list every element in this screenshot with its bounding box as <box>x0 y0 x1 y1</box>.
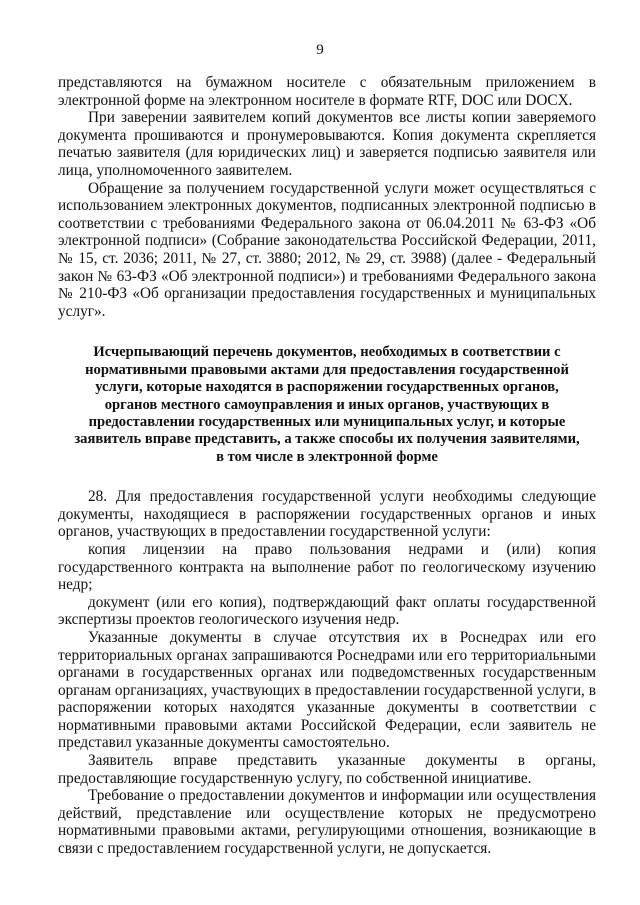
paragraph: Требование о предоставлении документов и информации или осуществления действий, представление или осуществление которых не предусмотрено нормативными правовыми актами, регулирующими отношения, возникающие в связи с предоставлением государственной услуги, не допускается. <box>58 787 596 858</box>
heading-line: в том числе в электронной форме <box>216 448 438 465</box>
bottom-paragraphs <box>58 488 596 857</box>
paragraph: копия лицензии на право пользования недрами и (или) копия государственного контракта на выполнение работ по геологическому изучению недр; <box>58 540 596 594</box>
paragraph: документ (или его копия), подтверждающий факт оплаты государственной экспертизы проектов геологического изучения недр. <box>58 593 596 629</box>
heading-line: органов местного самоуправления и иных органов, участвующих в <box>104 396 550 413</box>
top-paragraphs <box>58 74 596 320</box>
paragraph: 28. Для предоставления государственной услуги необходимы следующие документы, находящиеся в распоряжении государственных органов и иных органов, участвующих в предоставлении государственной услуги: <box>58 488 596 541</box>
page-number: 9 <box>316 42 324 58</box>
document-body <box>58 74 596 858</box>
heading-line: Исчерпывающий перечень документов, необходимых в соответствии с <box>93 344 561 361</box>
heading-line: предоставлении государственных или муниципальных услуг, и которые <box>88 413 566 430</box>
heading-line: нормативными правовыми актами для предоставления государственной <box>85 361 569 378</box>
paragraph: представляются на бумажном носителе с обязательным приложением в электронной форме на электронном носителе в формате RTF, DOC или DOCX. <box>58 74 596 109</box>
heading-line: заявитель вправе представить, а также способы их получения заявителями, <box>74 431 580 448</box>
paragraph: При заверении заявителем копий документов все листы копии заверяемого документа прошиваются и пронумеровываются. Копия документа скрепляется печатью заявителя (для юридических лиц) и заверяется подписью заявителя или лица, уполномоченного заявителем. <box>58 109 596 179</box>
paragraph: Указанные документы в случае отсутствия их в Роснедрах или его территориальных органах запрашиваются Роснедрами или его территориальными органами в государственных органах или подведомственных государственным органам организациях, участвующих в предоставлении государственной услуги, в распоряжении которых находятся указанные документы в соответствии с нормативными правовыми актами Российской Федерации, если заявитель не представил указанные документы самостоятельно. <box>58 628 596 752</box>
heading-line: услуги, которые находятся в распоряжении государственных органов, <box>95 379 559 396</box>
paragraph: Обращение за получением государственной услуги может осуществляться с использованием электронных документов, подписанных электронной подписью в соответствии с требованиями Федерального закона от 06.04.2011 № 63-ФЗ «Об электронной подписи» (Собрание законодательства Российской Федерации, 2011, № 15, ст. 2036; 2011, № 27, ст. 3880; 2012, № 29, ст. 3988) (далее - Федеральный закон № 63-ФЗ «Об электронной подписи») и требованиями Федерального закона № 210-ФЗ «Об организации предоставления государственных и муниципальных услуг». <box>58 179 596 320</box>
paragraph: Заявитель вправе представить указанные документы в органы, предоставляющие государственную услугу, по собственной инициативе. <box>58 752 596 787</box>
section-heading <box>58 344 596 466</box>
